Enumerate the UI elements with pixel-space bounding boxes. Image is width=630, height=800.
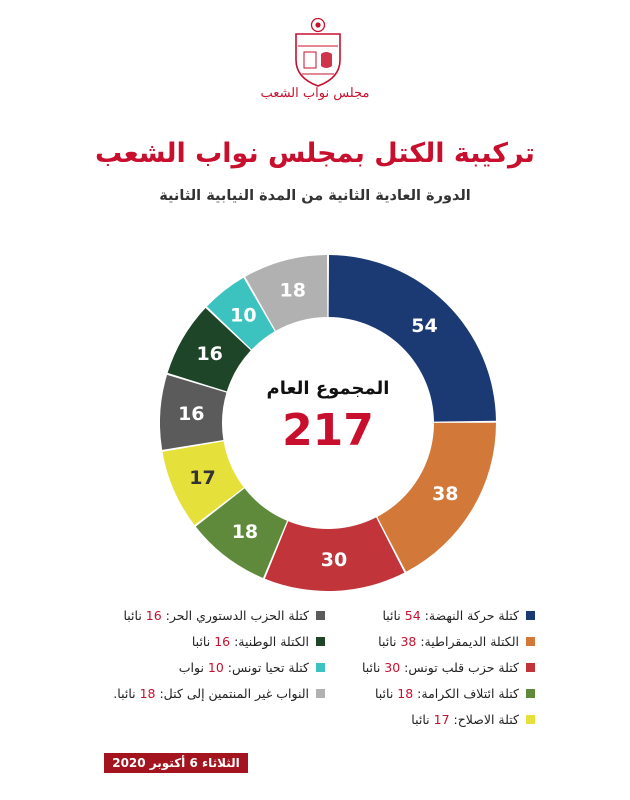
legend-value: 16 (145, 607, 162, 623)
legend-swatch (526, 637, 535, 646)
legend-text (123, 608, 309, 623)
legend-unit: نائبا (191, 633, 215, 649)
legend-item (330, 607, 535, 623)
donut-slice-label: 30 (320, 548, 348, 571)
donut-slice-label: 18 (279, 279, 306, 302)
legend-text (113, 686, 309, 701)
page-subtitle: الدورة العادية الثانية من المدة النيابية الثانية (159, 188, 471, 204)
date-badge: الثلاثاء 6 أكتوبر 2020 (104, 753, 248, 773)
legend-text (375, 686, 519, 701)
legend-name: كتلة تحيا تونس: (223, 659, 309, 675)
legend-right-column (330, 607, 535, 737)
legend-item (330, 659, 535, 675)
legend-value: 18 (139, 685, 156, 701)
legend-name: كتلة حركة النهضة: (420, 607, 519, 623)
legend-text (362, 660, 519, 675)
legend-swatch (316, 611, 325, 620)
donut-slice-label: 16 (196, 342, 223, 365)
legend-item (95, 633, 325, 649)
legend-unit: نائبا (123, 607, 146, 623)
legend-unit: نواب (178, 659, 208, 675)
donut-slice-label: 16 (178, 403, 205, 426)
legend-item (95, 685, 325, 701)
donut-slice-label: 10 (230, 304, 257, 327)
legend-swatch (316, 689, 325, 698)
legend-swatch (316, 663, 325, 672)
center-total-label: المجموع العام (266, 378, 390, 399)
donut-slice-label: 54 (411, 314, 438, 337)
donut-slice-label: 17 (189, 466, 216, 489)
donut-slice-label: 18 (231, 520, 259, 543)
legend-text (382, 608, 519, 623)
legend-value: 54 (404, 607, 421, 623)
legend-name: كتلة الحزب الدستوري الحر: (161, 607, 309, 623)
emblem-caption: مجلس نواب الشعب (260, 86, 370, 101)
legend-name: الكتلة الوطنية: (230, 633, 309, 649)
legend-unit: نائبا (361, 659, 385, 675)
legend-item (330, 633, 535, 649)
legend-name: النواب غير المنتمين إلى كتل: (155, 685, 309, 701)
legend-text (378, 634, 519, 649)
legend-item (330, 685, 535, 701)
legend-value: 16 (214, 633, 231, 649)
legend-unit: نائبا (382, 607, 405, 623)
legend-value: 17 (433, 711, 450, 727)
legend-swatch (316, 637, 325, 646)
legend-name: الكتلة الديمقراطية: (416, 633, 519, 649)
legend-unit: نائبا (378, 633, 401, 649)
legend-value: 38 (400, 633, 417, 649)
legend-swatch (526, 689, 535, 698)
legend-item (95, 659, 325, 675)
legend-text (411, 712, 519, 727)
legend-item (330, 711, 535, 727)
legend-text (192, 634, 309, 649)
legend-value: 10 (207, 659, 224, 675)
legend-swatch (526, 715, 535, 724)
center-total-value: 217 (282, 405, 374, 456)
page-title: تركيبة الكتل بمجلس نواب الشعب (95, 138, 535, 169)
legend-name: كتلة ائتلاف الكرامة: (413, 685, 519, 701)
legend-unit: نائبا (374, 685, 398, 701)
legend-swatch (526, 663, 535, 672)
donut-slice-label: 38 (432, 482, 459, 505)
legend-unit: نائبا (411, 711, 434, 727)
legend-name: كتلة الاصلاح: (449, 711, 519, 727)
legend-swatch (526, 611, 535, 620)
legend-value: 18 (397, 685, 414, 701)
legend-item (95, 607, 325, 623)
legend-left-column (95, 607, 325, 711)
legend-unit: نائبا. (113, 685, 140, 701)
parliament-emblem-icon (288, 16, 348, 96)
legend-name: كتلة حزب قلب تونس: (400, 659, 519, 675)
legend-value: 30 (384, 659, 401, 675)
legend-text (179, 660, 309, 675)
